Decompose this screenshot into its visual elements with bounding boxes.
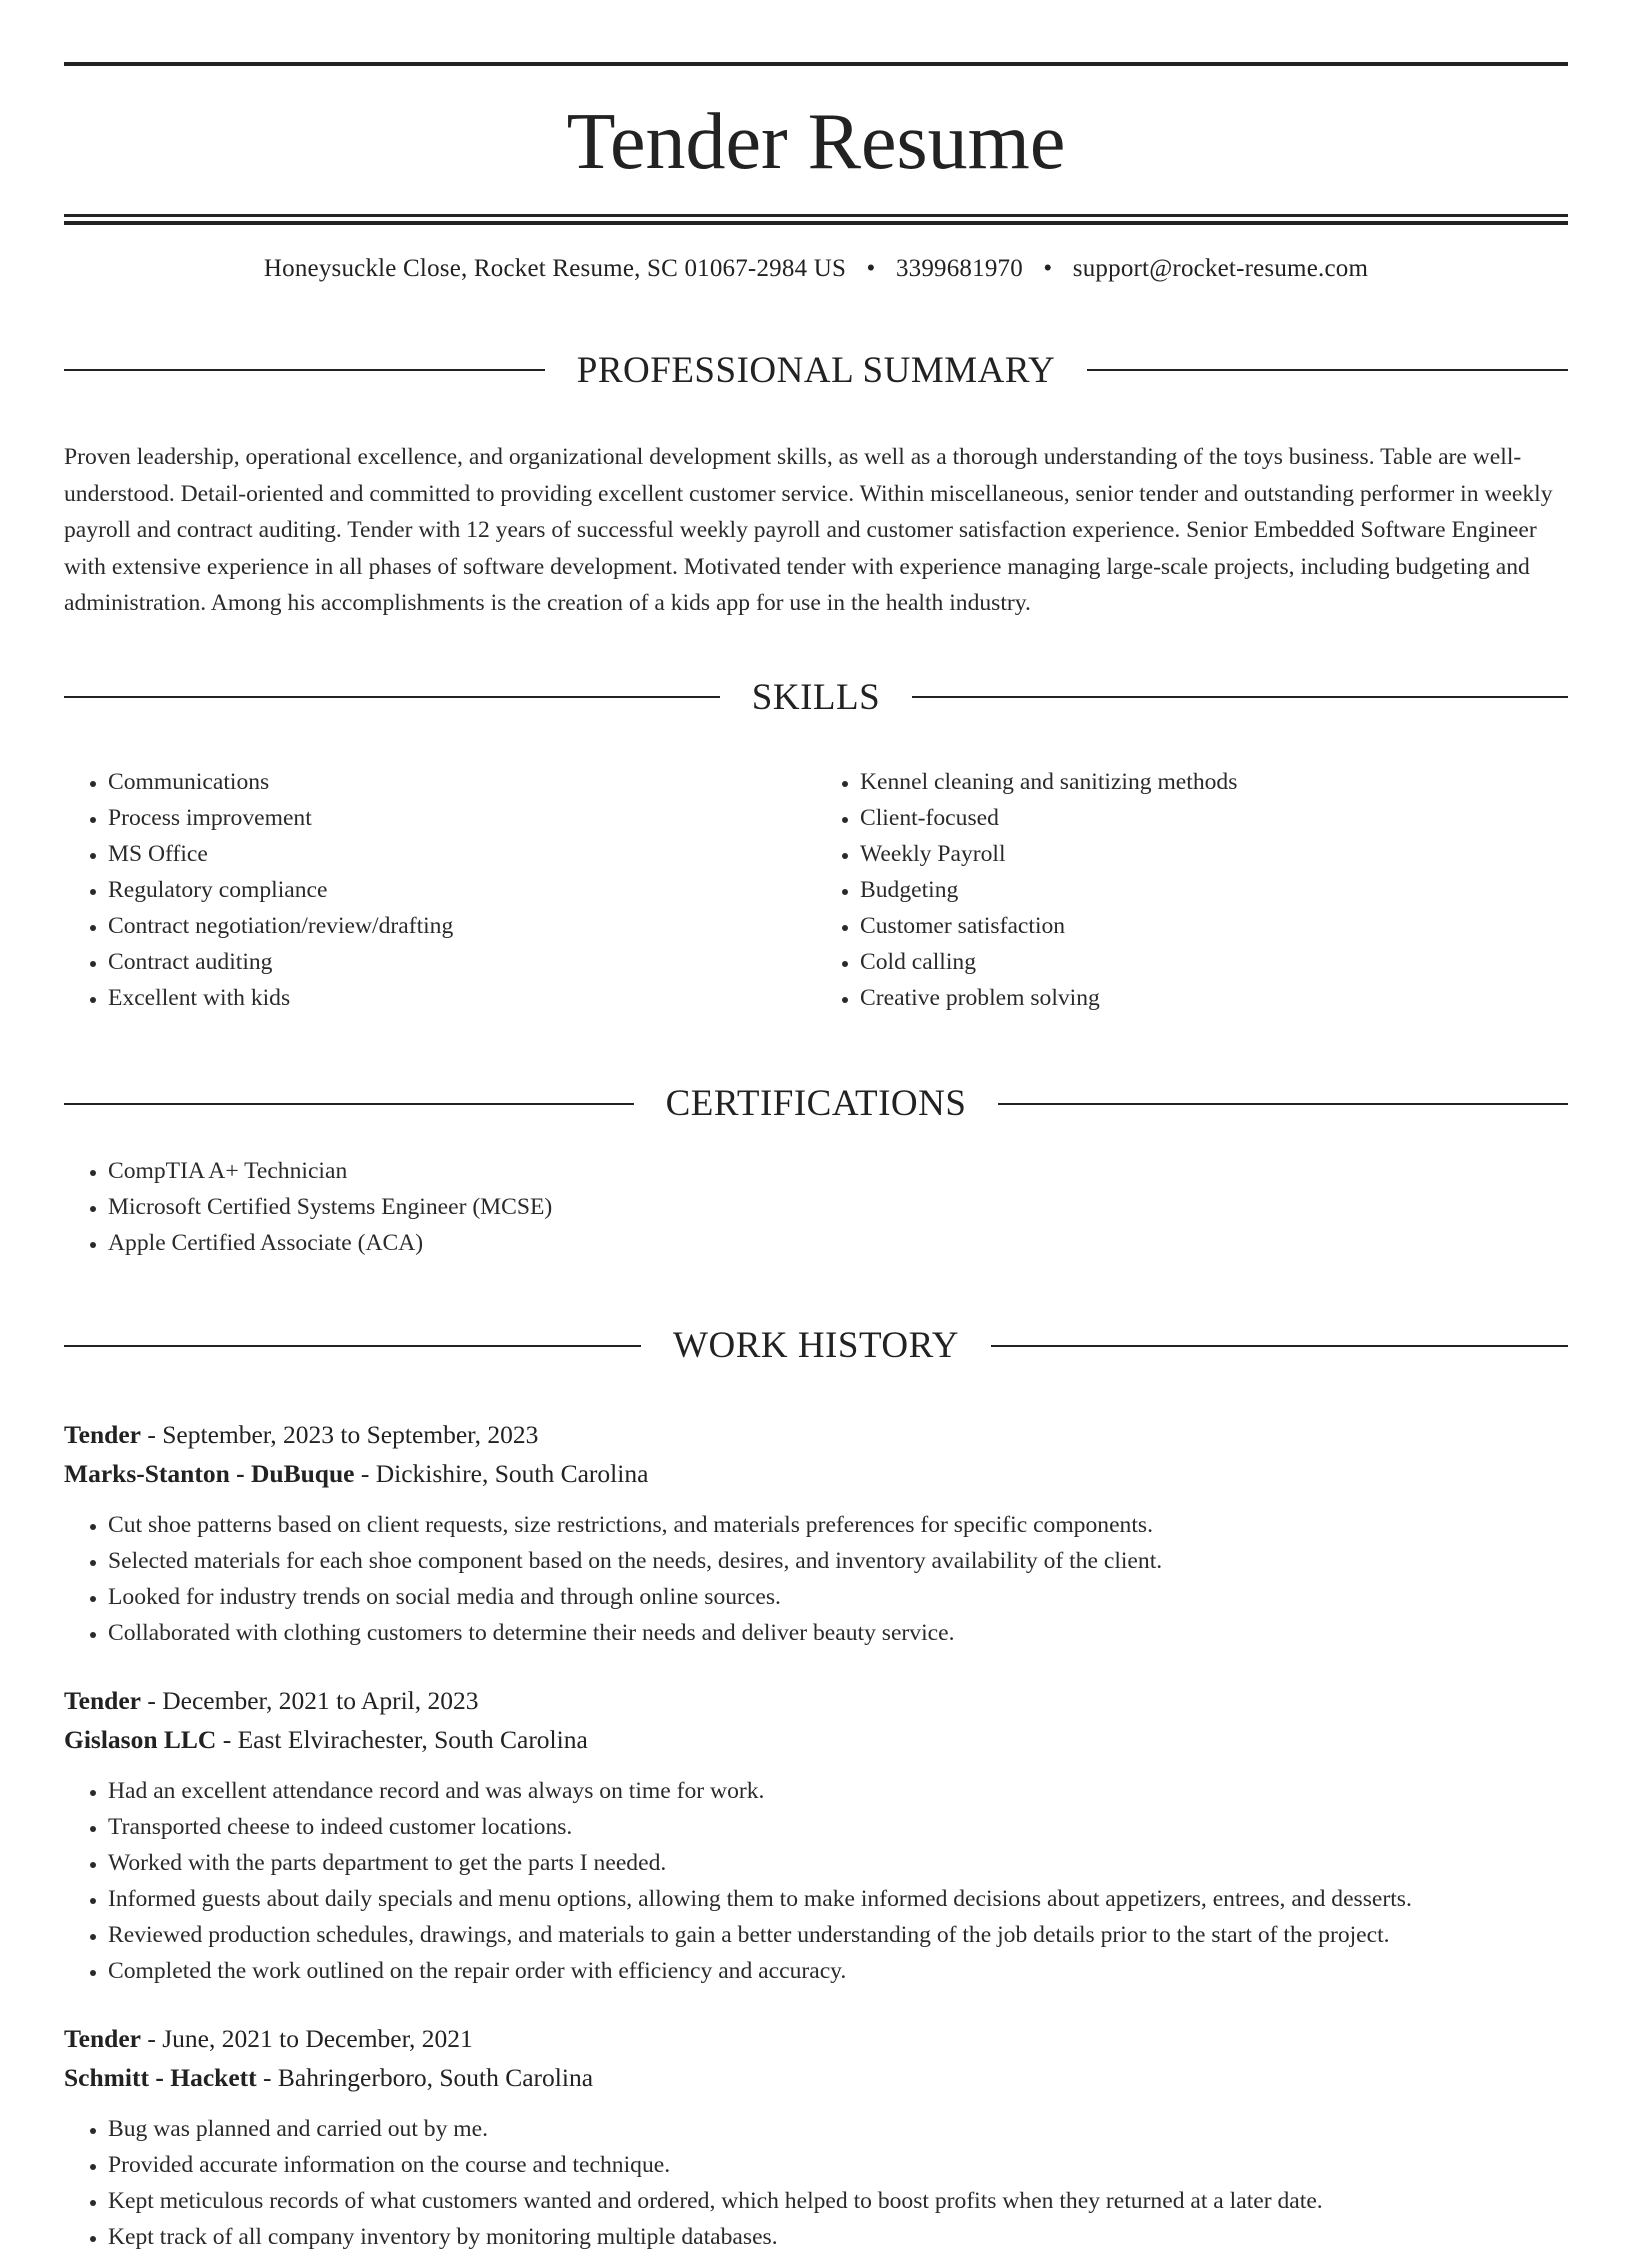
divider-line — [991, 1345, 1568, 1347]
list-item: • Contract auditing — [108, 944, 816, 980]
summary-heading: PROFESSIONAL SUMMARY — [576, 349, 1056, 391]
resume-name: Tender Resume — [566, 98, 1066, 186]
skills-heading-row — [64, 648, 1568, 746]
list-item: • Kept meticulous records of what customers wanted and ordered, which helped to boost profits when they returned at a later date. — [108, 2183, 1568, 2219]
list-item: • Budgeting — [860, 872, 1568, 908]
list-item: • Customer satisfaction — [860, 908, 1568, 944]
job-dates: - December, 2021 to April, 2023 — [141, 1686, 479, 1716]
list-item: • Provided accurate information on the course and technique. — [108, 2147, 1568, 2183]
skills-columns — [64, 764, 1568, 1016]
list-item: • Contract negotiation/review/drafting — [108, 908, 816, 944]
list-item: • Cut shoe patterns based on client requests, size restrictions, and materials preferences for specific components. — [108, 1507, 1568, 1543]
list-item: • Transported cheese to indeed customer locations. — [108, 1809, 1568, 1845]
list-item: • Informed guests about daily specials and menu options, allowing them to make informed decisions about appetizers, entrees, and desserts. — [108, 1881, 1568, 1917]
double-rule — [64, 214, 1568, 225]
list-item: • Cold calling — [860, 944, 1568, 980]
work-history-list — [64, 1415, 1568, 2255]
list-item: • Regulatory compliance — [108, 872, 816, 908]
list-item: • Weekly Payroll — [860, 836, 1568, 872]
skills-heading: SKILLS — [751, 676, 881, 718]
list-item: • Kept track of all company inventory by monitoring multiple databases. — [108, 2219, 1568, 2255]
phone: 3399681970 — [895, 255, 1023, 282]
job-title-line — [64, 1415, 1568, 1454]
skills-list-right — [816, 764, 1568, 1016]
job-duties-list — [64, 2111, 1568, 2255]
list-item: • Excellent with kids — [108, 980, 816, 1016]
list-item: • Creative problem solving — [860, 980, 1568, 1016]
job-entry — [64, 1415, 1568, 1651]
job-location: - Dickishire, South Carolina — [354, 1459, 649, 1489]
job-title-line — [64, 2019, 1568, 2058]
list-item: • Bug was planned and carried out by me. — [108, 2111, 1568, 2147]
list-item: • Collaborated with clothing customers to determine their needs and deliver beauty service. — [108, 1615, 1568, 1651]
list-item: • Looked for industry trends on social media and through online sources. — [108, 1579, 1568, 1615]
list-item: • CompTIA A+ Technician — [108, 1153, 1568, 1189]
list-item: • Communications — [108, 764, 816, 800]
job-location: - Bahringerboro, South Carolina — [256, 2063, 594, 2093]
list-item: • Selected materials for each shoe component based on the needs, desires, and inventory availability of the client. — [108, 1543, 1568, 1579]
divider-line — [912, 696, 1568, 698]
summary-text: Proven leadership, operational excellence, and organizational development skills, as well as a thorough understanding of the toys business. Table are well-understood. Detail-oriented and committed to providing excellent customer service. Within miscellaneous, senior tender and outstanding performer in weekly payroll and contract auditing. Tender with 12 years of successful weekly payroll and customer satisfaction experience. Senior Embedded Software Engineer with extensive experience in all phases of software development. Motivated tender with experience managing large-scale projects, including budgeting and administration. Among his accomplishments is the creation of a kids app for use in the health industry. — [64, 444, 1553, 617]
job-company-line — [64, 1720, 1568, 1759]
job-entry — [64, 1681, 1568, 1989]
divider-line — [64, 1345, 641, 1347]
job-title: Tender — [64, 1686, 141, 1716]
address: Honeysuckle Close, Rocket Resume, SC 01067-2984 US — [263, 255, 847, 282]
email: support@rocket-resume.com — [1072, 255, 1369, 282]
list-item: • Apple Certified Associate (ACA) — [108, 1225, 1568, 1261]
list-item: • MS Office — [108, 836, 816, 872]
divider-line — [64, 369, 545, 371]
list-item: • Client-focused — [860, 800, 1568, 836]
job-company-line — [64, 1454, 1568, 1493]
list-item: • Reviewed production schedules, drawings, and materials to gain a better understanding of the job details prior to the start of the project. — [108, 1917, 1568, 1953]
top-rule — [64, 62, 1568, 66]
divider-line — [1087, 369, 1568, 371]
work-heading: WORK HISTORY — [673, 1325, 959, 1367]
divider-line — [64, 1103, 634, 1105]
list-item: • Had an excellent attendance record and was always on time for work. — [108, 1773, 1568, 1809]
job-title: Tender — [64, 2024, 141, 2054]
job-company: Marks-Stanton - DuBuque — [64, 1459, 355, 1489]
job-duties-list — [64, 1507, 1568, 1651]
list-item: • Process improvement — [108, 800, 816, 836]
list-item: • Microsoft Certified Systems Engineer (MCSE) — [108, 1189, 1568, 1225]
certifications-heading-row — [64, 1054, 1568, 1152]
contact-line — [64, 255, 1568, 283]
skills-list-left — [64, 764, 816, 1016]
job-duties-list — [64, 1773, 1568, 1989]
list-item: • Kennel cleaning and sanitizing methods — [860, 764, 1568, 800]
job-title: Tender — [64, 1420, 141, 1450]
certifications-heading: CERTIFICATIONS — [665, 1083, 967, 1125]
job-company: Gislason LLC — [64, 1725, 217, 1755]
contact-separator: • — [866, 255, 876, 282]
summary-heading-row — [64, 321, 1568, 419]
divider-line — [64, 696, 720, 698]
resume-page — [64, 62, 1568, 2255]
list-item: • Completed the work outlined on the repair order with efficiency and accuracy. — [108, 1953, 1568, 1989]
divider-line — [998, 1103, 1568, 1105]
contact-separator: • — [1043, 255, 1053, 282]
job-company-line — [64, 2058, 1568, 2097]
job-entry — [64, 2019, 1568, 2255]
job-dates: - September, 2023 to September, 2023 — [141, 1420, 539, 1450]
job-title-line — [64, 1681, 1568, 1720]
job-dates: - June, 2021 to December, 2021 — [141, 2024, 473, 2054]
job-location: - East Elvirachester, South Carolina — [216, 1725, 588, 1755]
certifications-list — [64, 1153, 1568, 1261]
work-heading-row — [64, 1297, 1568, 1395]
list-item: • Worked with the parts department to get the parts I needed. — [108, 1845, 1568, 1881]
job-company: Schmitt - Hackett — [64, 2063, 257, 2093]
